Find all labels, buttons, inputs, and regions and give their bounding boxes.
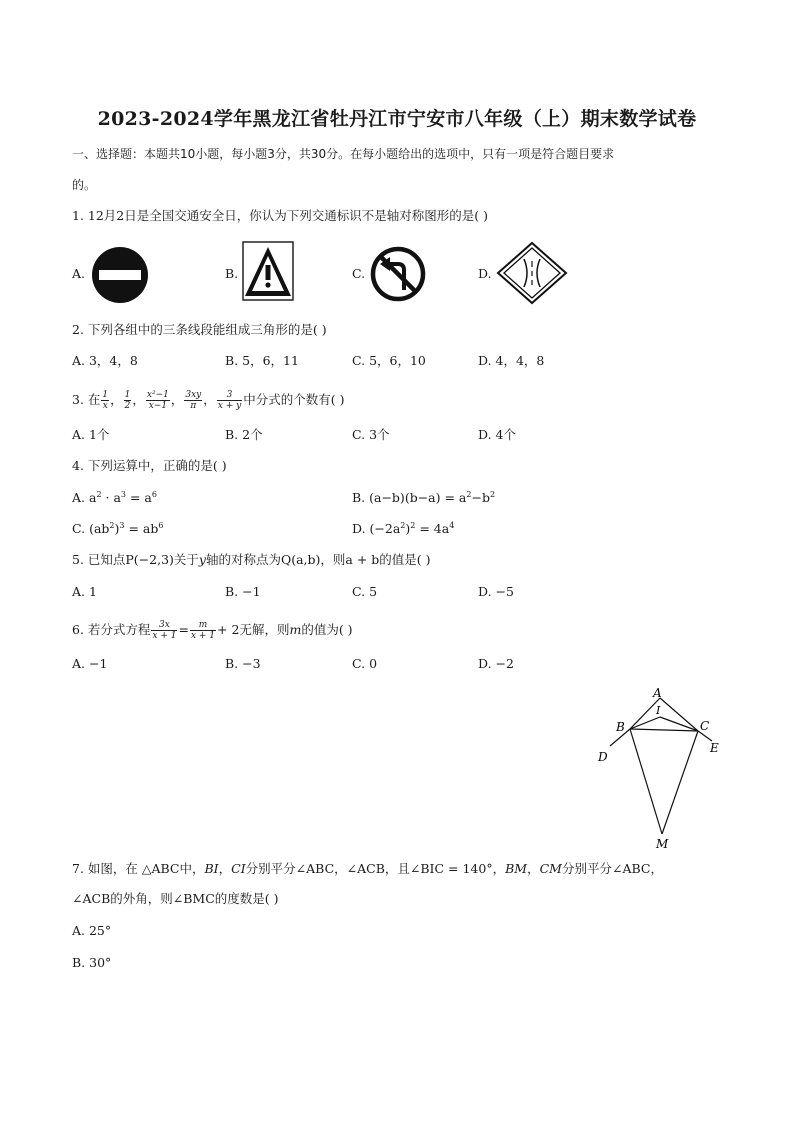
q3-fraction-5	[217, 390, 242, 411]
q3-frac1-den: x	[102, 401, 108, 411]
q1-option-d-label: D.	[478, 266, 492, 281]
question-1-stem: 1. 12月2日是全国交通安全日，你认为下列交通标识不是轴对称图形的是( )	[72, 208, 488, 223]
q7-text-a: 7. 如图，在 △ABC中，	[72, 861, 205, 876]
q3-option-b: B. 2个	[225, 427, 263, 442]
q5-option-c: C. 5	[352, 584, 378, 599]
q6-suffix: 的值为( )	[301, 622, 353, 637]
label-a: A	[653, 686, 662, 700]
label-c: C	[700, 719, 710, 733]
q3-fraction-2	[124, 390, 132, 411]
q5-option-d: D. −5	[478, 584, 514, 599]
q6-frac1-den: x + 1	[152, 631, 177, 641]
segment-bc	[630, 729, 698, 731]
q7-option-a: A. 25°	[72, 923, 112, 938]
q4-a-exp3: 6	[151, 489, 157, 499]
q6-fraction-1	[151, 620, 177, 641]
q4-option-b	[352, 490, 495, 506]
q7-text-c: 分别平分∠ABC，	[561, 861, 663, 876]
q6-var: m	[289, 622, 302, 637]
q4-d-exp3: 4	[449, 520, 455, 530]
label-d: D	[598, 750, 608, 764]
q4-a-exp2: 3	[120, 489, 126, 499]
q3-sep: ，	[132, 392, 145, 407]
q3-sep: ，	[110, 392, 123, 407]
q6-option-a: A. −1	[72, 656, 108, 671]
label-b: B	[616, 720, 625, 734]
q4-a-eq: = a	[126, 490, 152, 505]
question-5-stem	[72, 552, 431, 568]
q4-d-mid: )	[405, 521, 411, 536]
q4-c-text: C. (ab	[72, 521, 110, 536]
q4-option-c	[72, 521, 163, 537]
page-title: 2023-2024学年黑龙江省牡丹江市宁安市八年级（上）期末数学试卷	[97, 108, 697, 130]
q3-fraction-3	[146, 390, 170, 411]
q2-option-a: A. 3，4，8	[72, 353, 138, 368]
q4-d-eq: = 4a	[415, 521, 450, 536]
q2-option-b: B. 5，6，11	[225, 353, 299, 368]
q4-d-exp1: 2	[400, 520, 406, 530]
section-header-line1: 一、选择题：本题共10小题，每小题3分，共30分。在每小题给出的选项中，只有一项是符合题目要求	[72, 147, 615, 161]
q3-option-d: D. 4个	[478, 427, 516, 442]
q4-option-a	[72, 490, 157, 506]
q7-bm: BM	[505, 861, 528, 876]
q6-fraction-2	[190, 620, 216, 641]
q3-prefix: 3. 在	[72, 392, 101, 407]
q7-option-b: B. 30°	[72, 955, 112, 970]
q2-option-d: D. 4，4，8	[478, 353, 545, 368]
q3-option-c: C. 3个	[352, 427, 390, 442]
q3-sep: ，	[170, 392, 184, 407]
q6-option-d: D. −2	[478, 656, 514, 671]
q5-stem-b: 轴的对称点为Q(a,b)，则a + b的值是( )	[205, 552, 431, 567]
q3-fraction-1	[101, 390, 109, 411]
q1-option-c-label: C.	[352, 266, 366, 281]
q6-prefix: 6. 若分式方程	[72, 622, 151, 637]
q4-c-eq: = ab	[124, 521, 159, 536]
q4-b-exp1: 2	[466, 489, 472, 499]
question-7-stem-line2: ∠ACB的外角，则∠BMC的度数是( )	[72, 891, 279, 906]
q3-frac2-den: 2	[124, 401, 131, 411]
q4-c-exp2: 3	[119, 520, 125, 530]
section-header-line2: 的。	[72, 178, 97, 192]
q3-frac5-num: 3	[217, 390, 242, 401]
segment-bi	[630, 717, 660, 729]
q1-option-a-label: A.	[72, 266, 86, 281]
q4-a-text: A. a	[72, 490, 97, 505]
q7-ci: CI	[231, 861, 246, 876]
q3-option-a: A. 1个	[72, 427, 110, 442]
question-3-stem	[72, 390, 344, 411]
q6-mid: + 2无解，则	[217, 622, 290, 637]
q4-a-mid: · a	[101, 490, 121, 505]
question-6-stem	[72, 620, 353, 641]
q4-c-exp1: 2	[109, 520, 115, 530]
q6-option-c: C. 0	[352, 656, 378, 671]
q4-d-text: D. (−2a	[352, 521, 401, 536]
q5-option-a: A. 1	[72, 584, 97, 599]
q4-c-mid: )	[114, 521, 120, 536]
question-7-stem-line1	[72, 861, 663, 877]
q6-option-b: B. −3	[225, 656, 261, 671]
q3-frac1-num: 1	[102, 390, 109, 400]
no-entry-sign-icon	[90, 245, 150, 305]
q3-frac2-num: 1	[124, 390, 131, 400]
no-left-turn-sign-icon	[370, 246, 426, 302]
q3-fraction-4	[184, 390, 202, 411]
q5-option-b: B. −1	[225, 584, 261, 599]
q6-frac1-num: 3x	[151, 620, 177, 631]
q3-frac5-den: x + y	[217, 401, 242, 411]
q3-frac4-den: π	[190, 401, 197, 411]
narrow-bridge-sign-icon	[496, 241, 568, 305]
q4-c-exp3: 6	[158, 520, 164, 530]
warning-exclamation-sign-icon	[242, 241, 294, 301]
q6-eq: =	[178, 622, 189, 637]
question-4-stem: 4. 下列运算中，正确的是( )	[72, 458, 227, 473]
segment-bm	[630, 729, 662, 834]
segment-ac	[660, 698, 698, 731]
question-2-stem: 2. 下列各组中的三条线段能组成三角形的是( )	[72, 322, 327, 337]
q6-frac2-num: m	[190, 620, 216, 631]
label-m: M	[656, 837, 669, 851]
label-i: I	[656, 704, 661, 717]
q1-option-b-label: B.	[225, 266, 239, 281]
q3-frac4-num: 3xy	[185, 390, 202, 400]
q4-option-d	[352, 521, 454, 537]
q4-b-mid: −b	[471, 490, 490, 505]
q3-frac3-num: x²−1	[146, 390, 169, 400]
q3-frac3-den: x−1	[148, 401, 168, 411]
segment-ci	[660, 717, 698, 731]
q7-bi: BI	[204, 861, 219, 876]
q7-cm: CM	[539, 861, 562, 876]
q4-b-exp2: 2	[489, 489, 496, 499]
q5-var: y	[198, 552, 206, 567]
q7-text-b: 分别平分∠ABC，∠ACB，且∠BIC = 140°，	[245, 861, 506, 876]
q7-geometry-diagram	[594, 684, 734, 854]
q7-sep: ，	[218, 861, 232, 876]
q3-sep: ，	[203, 392, 216, 407]
q7-sep2: ，	[527, 861, 540, 876]
q2-option-c: C. 5，6，10	[352, 353, 426, 368]
q4-a-exp1: 2	[96, 489, 102, 499]
q6-frac2-den: x + 1	[190, 631, 216, 641]
q5-stem-a: 5. 已知点P(−2,3)关于	[72, 552, 199, 567]
label-e: E	[710, 741, 719, 755]
q4-b-text: B. (a−b)(b−a) = a	[352, 490, 467, 505]
segment-cm	[662, 731, 698, 834]
q4-d-exp2: 2	[410, 520, 416, 530]
q3-suffix: 中分式的个数有( )	[243, 392, 345, 407]
